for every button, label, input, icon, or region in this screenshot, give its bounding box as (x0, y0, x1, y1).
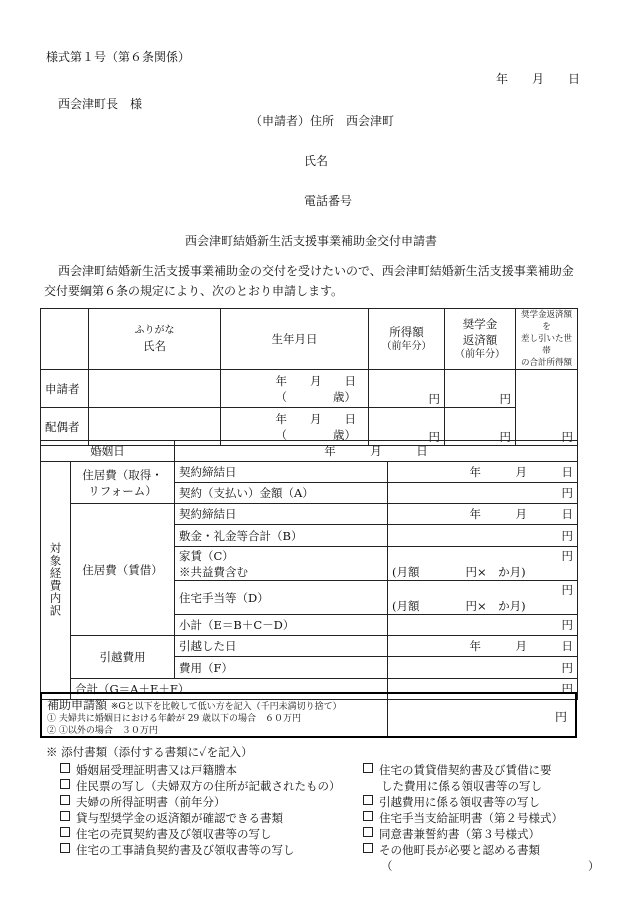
intro-line-2: 交付要綱第６条の規定により、次のとおり申請します。 (44, 284, 344, 298)
attachment-left-6[interactable]: 住宅の工事請負契約書及び領収書等の写し (60, 842, 295, 858)
checkbox[interactable] (60, 795, 70, 805)
subsidy-note: ※Gと以下を比較して低い方を記入（千円未満切り捨て） (110, 702, 342, 712)
checkbox[interactable] (60, 763, 70, 773)
attachment-left-5[interactable]: 住宅の売買契約書及び領収書等の写し (60, 826, 272, 842)
spouse-income-cell[interactable]: 円 (369, 408, 445, 446)
checkbox[interactable] (363, 763, 373, 773)
subsidy-option-2: ② ①以外の場合 ３０万円 (47, 726, 158, 736)
checkbox[interactable] (60, 843, 70, 853)
checkbox[interactable] (60, 827, 70, 837)
row-label-spouse: 配偶者 (41, 408, 89, 446)
applicant-name-label: 氏名 (304, 154, 329, 168)
checkbox[interactable] (363, 811, 373, 821)
row-label-applicant: 申請者 (41, 370, 89, 408)
spouse-repay-cell[interactable]: 円 (445, 408, 516, 446)
moved-date-label: 引越した日 (175, 636, 388, 657)
housing-buy-label: 住居費（取得・ リフォーム） (71, 462, 175, 504)
name-header: ふりがな 氏名 (89, 309, 221, 370)
attachment-other-field[interactable]: （ ） (381, 859, 600, 873)
subsidy-divider (387, 694, 388, 736)
attachment-right-1-cont: した費用に係る領収書等の写し (381, 779, 542, 793)
moving-cost-label: 費用（F） (175, 657, 388, 679)
expense-table (40, 440, 578, 700)
deposit-label: 敷金・礼金等合計（B） (175, 525, 388, 547)
total-label: 合計（G＝A＋E＋F） (71, 679, 388, 700)
marriage-date-label: 婚姻日 (41, 441, 175, 462)
form-number: 様式第１号（第６条関係） (46, 50, 191, 64)
spouse-birthdate-cell[interactable]: 年 月 日 （ 歳） (221, 408, 369, 446)
attachment-right-1[interactable]: 住宅の賃貸借契約書及び賃借に要 (363, 762, 552, 778)
moving-cost-cell[interactable]: 円 (388, 657, 578, 679)
contract-amount-cell[interactable]: 円 (388, 483, 578, 504)
buy-contract-date-label: 契約締結日 (175, 462, 388, 483)
applicant-address: （申請者）住所 西会津町 (250, 114, 395, 128)
subsidy-option-1: ① 夫婦共に婚姻日における年齢が 29 歳以下の場合 ６０万円 (47, 714, 302, 724)
subsidy-label: 補助申請額 (47, 698, 108, 712)
birthdate-header: 生年月日 (221, 309, 369, 370)
attachment-right-2[interactable]: 引越費用に係る領収書等の写し (363, 794, 540, 810)
checkbox[interactable] (60, 811, 70, 821)
expense-breakdown-label: 対象経費内訳 (41, 462, 71, 700)
corner-cell (41, 309, 89, 370)
rent-cell[interactable]: 円 (月額 円× か月) (388, 547, 578, 581)
page-title: 西会津町結婚新生活支援事業補助金交付申請書 (185, 234, 438, 248)
contract-amount-label: 契約（支払い）金額（A） (175, 483, 388, 504)
attachment-left-3[interactable]: 夫婦の所得証明書（前年分） (60, 794, 226, 810)
rent-label: 家賃（C） ※共益費含む (175, 547, 388, 581)
attachment-right-4[interactable]: 同意書兼誓約書（第３号様式） (363, 826, 540, 842)
household-income-cell[interactable]: 円 (516, 370, 578, 446)
attachment-right-5[interactable]: その他町長が必要と認める書類 (363, 842, 540, 858)
deposit-cell[interactable]: 円 (388, 525, 578, 547)
repay-header: 奨学金 返済額 （前年分） (445, 309, 516, 370)
checkbox[interactable] (363, 843, 373, 853)
applicant-income-cell[interactable]: 円 (369, 370, 445, 408)
attachment-left-1[interactable]: 婚姻届受理証明書又は戸籍謄本 (60, 762, 237, 778)
attachment-left-4[interactable]: 貸与型奨学金の返済額が確認できる書類 (60, 810, 283, 826)
addressee: 西会津町長 様 (58, 97, 143, 111)
applicant-birthdate-cell[interactable]: 年 月 日 （ 歳） (221, 370, 369, 408)
checkbox[interactable] (363, 795, 373, 805)
checkbox[interactable] (60, 779, 70, 789)
subsidy-request-box (40, 692, 577, 738)
buy-contract-date-cell[interactable]: 年 月 日 (388, 462, 578, 483)
rent-contract-date-cell[interactable]: 年 月 日 (388, 504, 578, 525)
moving-label: 引越費用 (71, 636, 175, 679)
applicant-repay-cell[interactable]: 円 (445, 370, 516, 408)
rent-contract-date-label: 契約締結日 (175, 504, 388, 525)
allowance-label: 住宅手当等（D） (175, 581, 388, 615)
applicant-phone-label: 電話番号 (304, 194, 353, 208)
applicant-table (40, 308, 578, 446)
subtotal-cell[interactable]: 円 (388, 615, 578, 636)
moved-date-cell[interactable]: 年 月 日 (388, 636, 578, 657)
total-cell[interactable]: 円 (388, 679, 578, 700)
checkbox[interactable] (363, 827, 373, 837)
household-income-header: 奨学金返済額を 差し引いた世帯 の合計所得額 (516, 309, 578, 370)
attachment-left-2[interactable]: 住民票の写し（夫婦双方の住所が記載されたもの） (60, 778, 341, 794)
income-header: 所得額 （前年分） (369, 309, 445, 370)
marriage-date-cell[interactable]: 年 月 日 (175, 441, 578, 462)
attachment-right-3[interactable]: 住宅手当支給証明書（第２号様式） (363, 810, 563, 826)
intro-line-1: 西会津町結婚新生活支援事業補助金の交付を受けたいので、西会津町結婚新生活支援事業補助金 (58, 264, 574, 278)
attachments-heading: ※ 添付書類（添付する書類に✓を記入） (46, 745, 253, 759)
applicant-name-cell[interactable] (89, 370, 221, 408)
subtotal-label: 小計（E＝B＋C－D） (175, 615, 388, 636)
application-date: 年 月 日 (496, 72, 581, 86)
housing-rent-label: 住居費（賃借） (71, 504, 175, 636)
subsidy-amount-cell[interactable]: 円 (554, 710, 567, 724)
allowance-cell[interactable]: 円 (月額 円× か月) (388, 581, 578, 615)
